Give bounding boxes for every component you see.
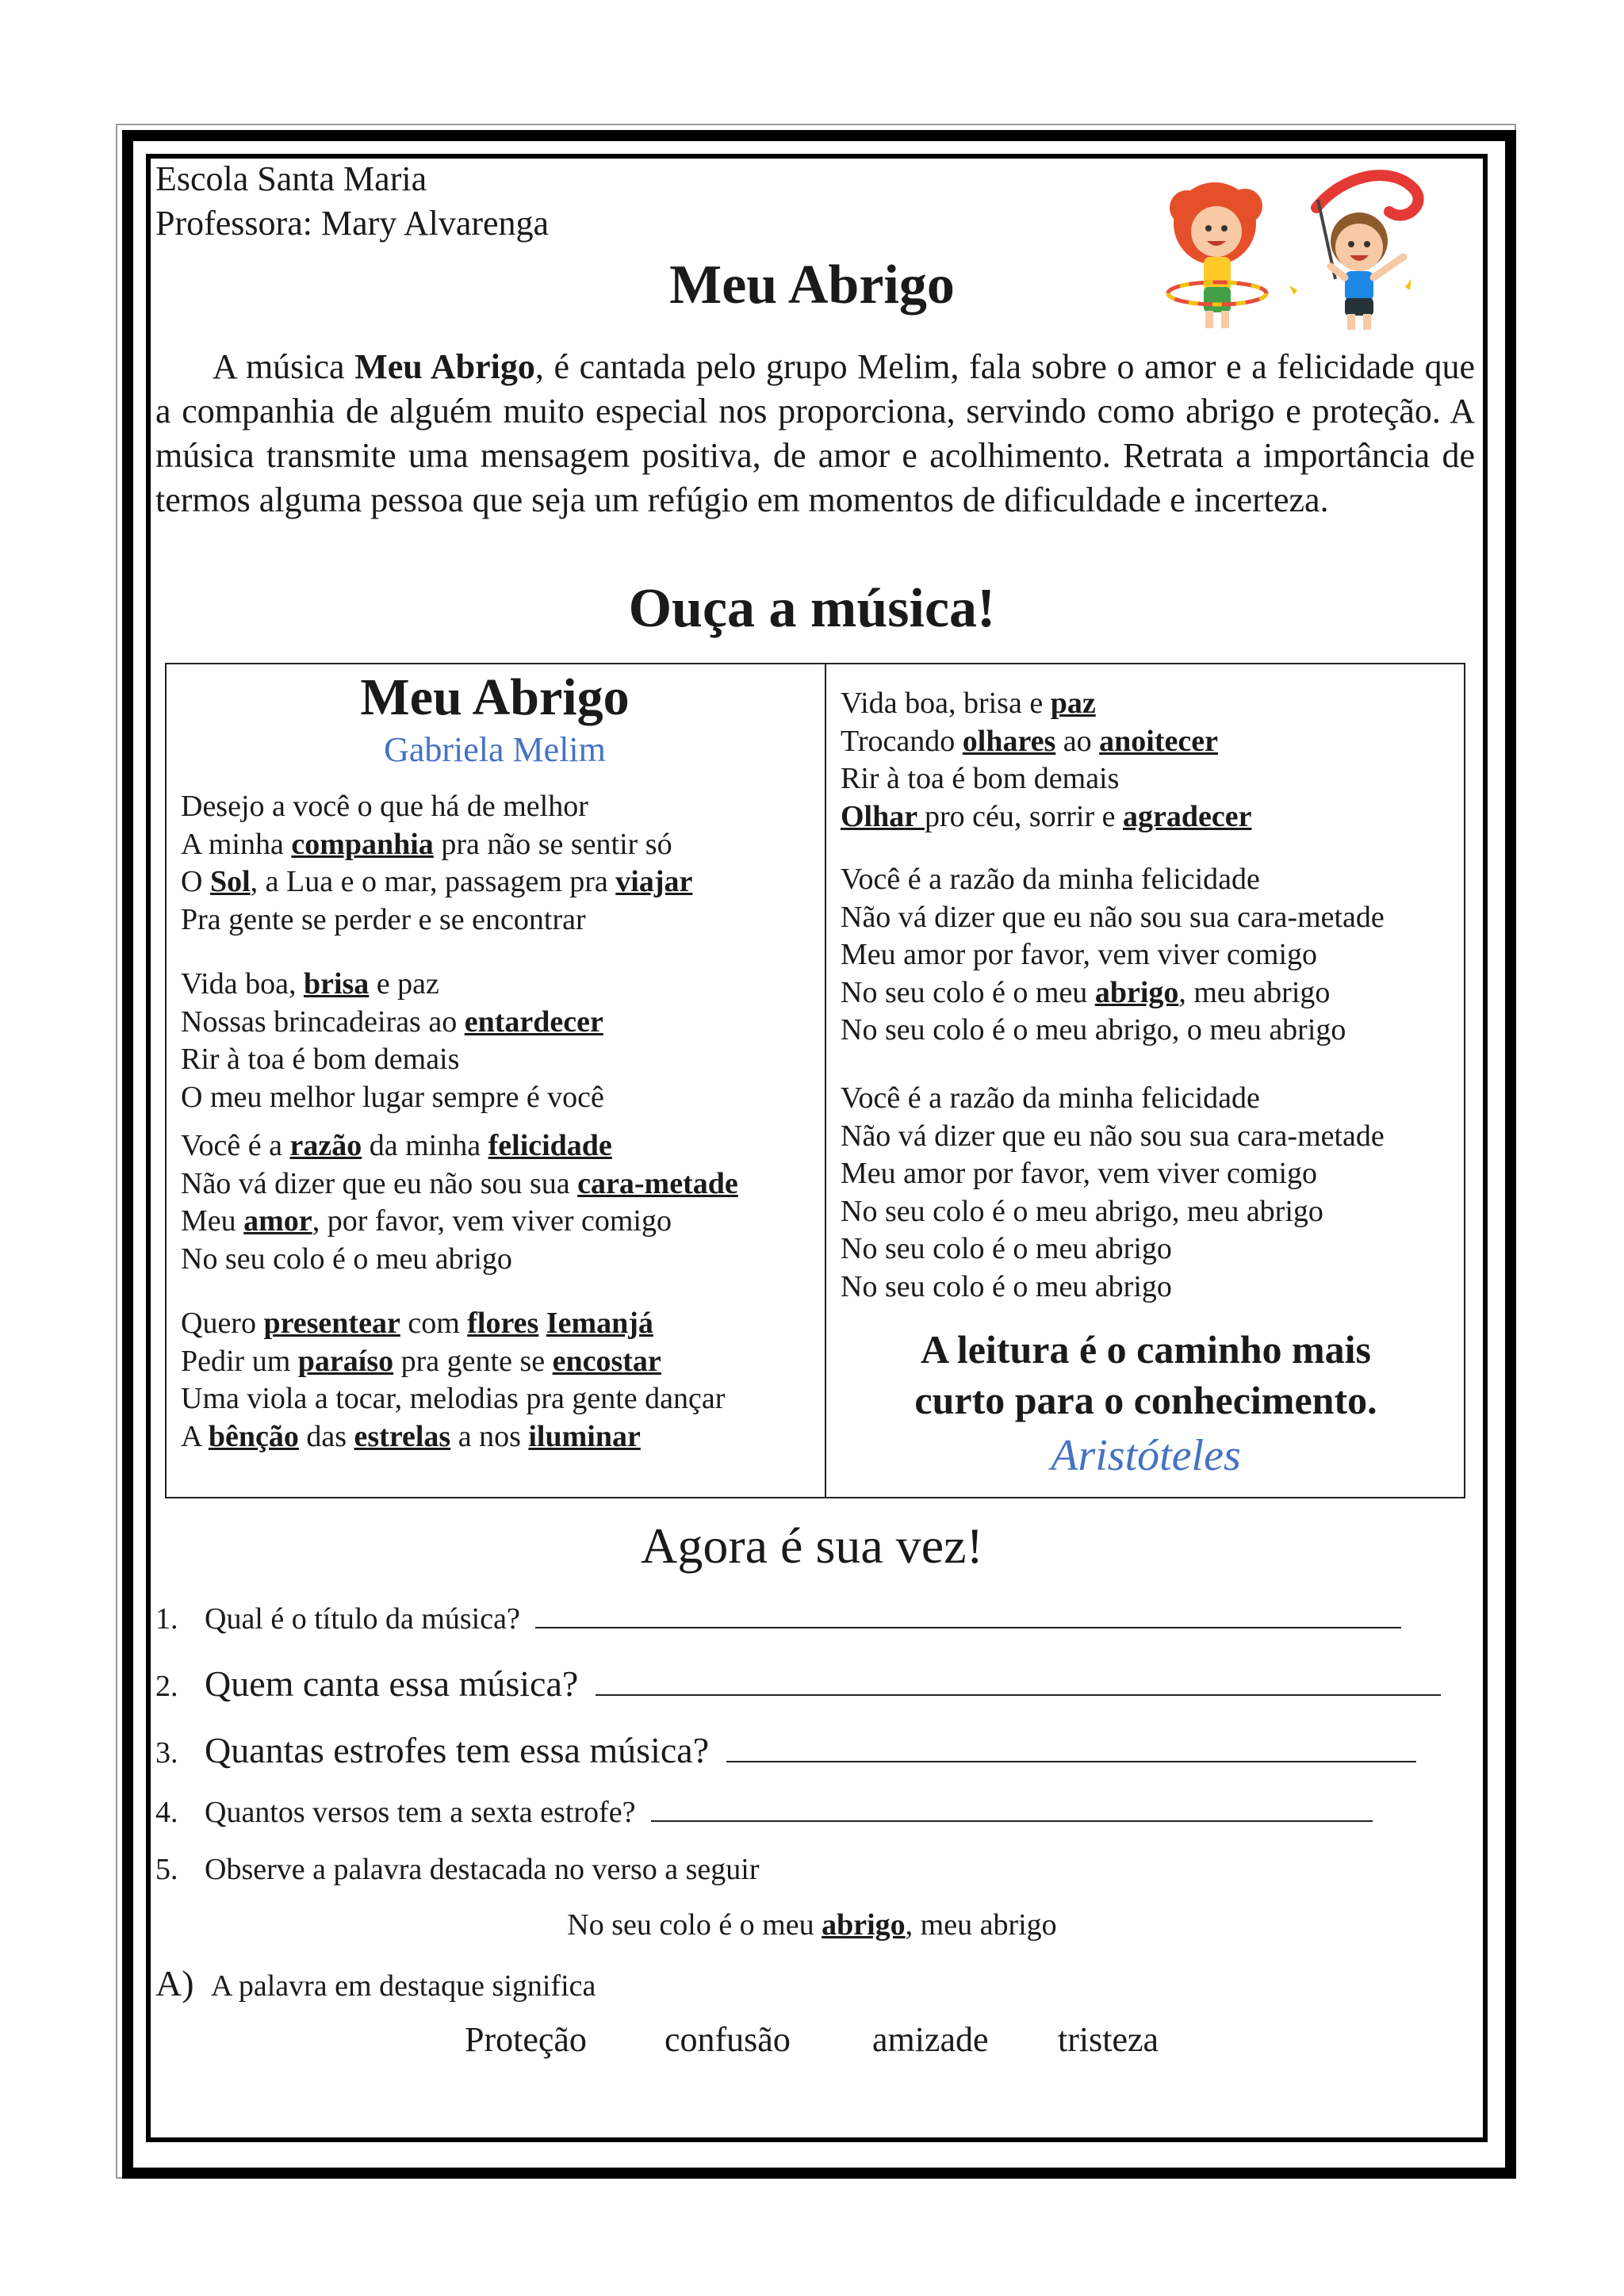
teacher-name: Professora: Mary Alvarenga [155,204,550,243]
question-number: 1. [155,1602,178,1636]
lyric-line [181,863,692,901]
lyric-line [841,899,1385,937]
lyric-line [841,1118,1385,1156]
lyric-line [841,760,1251,798]
lyric-text: , a Lua e o mar, passagem pra [250,865,616,898]
lyric-text: Desejo a você o que há de melhor [181,790,588,823]
lyric-line [181,1079,604,1117]
lyric-text: Meu amor por favor, vem viver comigo [841,938,1318,971]
lyric-text: O meu melhor lugar sempre é você [181,1080,604,1114]
lyric-line [181,1127,738,1165]
lyric-line [841,974,1385,1012]
listen-heading: Ouça a música! [628,578,996,639]
lyric-text: pra não se sentir só [433,827,672,861]
answer-line-3[interactable] [726,1760,1416,1762]
right-stanza-2 [841,861,1385,1050]
lyric-line [181,1305,725,1343]
lyric-line [841,1080,1385,1118]
lyric-text: Rir à toa é bom demais [181,1043,460,1076]
lyric-line [841,1230,1385,1269]
lyric-line [841,798,1251,836]
question-number: 2. [155,1670,178,1703]
song-title: Meu Abrigo [360,668,630,726]
question-number: 4. [155,1796,178,1829]
lyric-text: Vida boa, brisa e [841,687,1051,720]
left-stanza-4 [181,1305,725,1456]
lyric-text: das [298,1419,354,1453]
lyric-text: Não vá dizer que eu não sou sua cara-metade [841,900,1385,934]
answer-line-1[interactable] [535,1626,1401,1628]
lyric-keyword: agradecer [1123,799,1252,833]
verse-before: No seu colo é o meu [567,1908,822,1942]
lyric-keyword: entardecer [464,1004,603,1039]
lyric-line [841,1155,1385,1193]
lyric-text: da minha [362,1129,488,1162]
lyric-line [181,1004,604,1042]
activity-heading: Agora é sua vez! [641,1517,983,1574]
lyric-keyword: viajar [615,865,693,898]
lyric-text: Uma viola a tocar, melodias pra gente dançar [181,1382,726,1415]
quote-line-2: curto para o conhecimento. [914,1378,1377,1422]
answer-line-4[interactable] [651,1820,1373,1822]
school-name: Escola Santa Maria [155,159,427,198]
sub-question-text: A palavra em destaque significa [211,1969,596,2003]
lyric-text: com [400,1307,468,1340]
lyric-text: Nossas brincadeiras ao [181,1004,465,1039]
question-text: Quantos versos tem a sexta estrofe? [205,1796,636,1829]
lyric-text: pro céu, sorrir e [924,799,1123,833]
sub-question-letter: A) [155,1963,194,2003]
question-number: 3. [155,1736,178,1770]
lyric-keyword: Iemanjá [546,1307,653,1340]
lyric-text: pra gente se [393,1344,553,1378]
lyric-keyword: companhia [291,827,434,861]
question-text: Qual é o título da música? [205,1602,520,1636]
lyric-keyword: felicidade [488,1129,612,1162]
lyric-line [841,685,1251,723]
lyric-line [181,966,604,1004]
lyric-line [181,1241,738,1279]
lyric-text: , meu abrigo [1178,975,1331,1009]
lyric-keyword: presentear [263,1307,400,1340]
question-4 [155,1793,1373,1831]
option-tristeza[interactable]: tristeza [1058,2020,1159,2059]
lyric-keyword: paraíso [297,1344,394,1378]
option-protecao[interactable]: Proteção [465,2020,587,2059]
left-stanza-3 [181,1127,738,1278]
lyric-text: Rir à toa é bom demais [841,762,1120,795]
lyric-keyword: flores [467,1307,539,1340]
option-confusao[interactable]: confusão [665,2020,791,2059]
left-stanza-1 [181,788,692,939]
song-artist: Gabriela Melim [384,730,606,769]
lyric-text: No seu colo é o meu abrigo, o meu abrigo [841,1013,1346,1047]
lyric-line [181,1380,725,1418]
lyric-text: No seu colo é o meu abrigo [841,1269,1172,1303]
intro-song-name: Meu Abrigo [354,347,535,386]
lyric-text: No seu colo é o meu abrigo, meu abrigo [841,1194,1323,1228]
lyric-keyword: iluminar [528,1419,641,1453]
page-title: Meu Abrigo [669,254,955,316]
lyric-keyword: estrelas [354,1419,451,1453]
lyric-line [841,936,1385,974]
option-amizade[interactable]: amizade [872,2020,989,2059]
lyric-text: Vida boa, [181,967,304,1001]
intro-text-before: A música [213,347,355,386]
quote-author: Aristóteles [1051,1431,1241,1480]
lyric-text: A [181,1419,209,1453]
lyric-line [181,826,692,864]
lyric-line [841,1269,1385,1307]
lyric-line [181,788,692,826]
lyric-keyword: bênção [208,1419,299,1453]
lyric-line [181,1165,738,1203]
intro-paragraph [155,345,1475,522]
lyric-text: Você é a [181,1129,290,1162]
lyric-line [181,901,692,939]
lyric-text: No seu colo é o meu abrigo [841,1232,1172,1265]
lyric-text: e paz [369,967,439,1001]
quote-line-1: A leitura é o caminho mais [920,1327,1372,1372]
lyric-keyword: Olhar [841,799,925,833]
lyric-text: Não vá dizer que eu não sou sua cara-metade [841,1119,1385,1153]
sub-question-a [155,1961,596,2015]
lyric-text: Pra gente se perder e se encontrar [181,902,586,936]
lyric-keyword: encostar [552,1344,661,1378]
lyric-keyword: anoitecer [1099,724,1218,758]
highlighted-verse [0,1906,1624,1944]
question-5 [155,1850,760,1888]
lyric-text: No seu colo é o meu abrigo [181,1242,512,1276]
left-stanza-2 [181,966,604,1116]
lyric-text: a nos [450,1419,529,1453]
lyric-line [841,723,1251,761]
lyric-keyword: abrigo [1094,975,1179,1009]
lyric-line [181,1418,725,1456]
lyric-keyword: cara-metade [577,1166,738,1200]
lyric-text: Pedir um [181,1344,298,1378]
lyric-line [181,1203,738,1241]
lyric-text: Trocando [841,724,963,758]
question-text: Quem canta essa música? [205,1663,579,1704]
question-1 [155,1600,1401,1638]
lyric-keyword: paz [1050,687,1096,720]
lyric-text: Meu [181,1204,244,1238]
lyric-line [841,1012,1385,1050]
lyric-line [841,861,1385,899]
question-3 [155,1728,1416,1775]
question-number: 5. [155,1853,178,1886]
lyric-text: O [181,865,210,898]
lyric-text: A minha [181,827,292,861]
lyric-line [181,1343,725,1381]
question-text: Quantas estrofes tem essa música? [205,1730,710,1770]
question-2 [155,1662,1441,1709]
lyric-text: , por favor, vem viver comigo [312,1204,672,1238]
lyric-keyword: olhares [962,724,1056,758]
lyric-keyword: amor [243,1204,312,1238]
question-text: Observe a palavra destacada no verso a seguir [205,1853,760,1886]
lyric-line [841,1193,1385,1231]
lyric-text: ao [1055,724,1100,758]
intro-text-after: , é cantada pelo grupo Melim, fala sobre o amor e a felicidade que a companhia de alguém muito especial nos proporciona, servindo como abrigo e proteção. A música transmite uma mensagem positiva, de amor e acolhimento. Retrata a importância de termos alguma pessoa que seja um refúgio em momentos de dificuldade e incerteza. [155,347,1475,519]
answer-line-2[interactable] [596,1693,1441,1696]
verse-after: , meu abrigo [905,1908,1057,1942]
reading-quote [826,1324,1465,1425]
lyric-text: Você é a razão da minha felicidade [841,1081,1260,1115]
lyric-keyword: razão [289,1129,362,1162]
lyric-text [538,1307,546,1340]
lyric-text: Você é a razão da minha felicidade [841,863,1260,896]
lyric-text: Não vá dizer que eu não sou sua [181,1166,578,1200]
lyric-keyword: brisa [303,967,370,1001]
right-stanza-3 [841,1080,1385,1306]
lyric-text: Quero [181,1307,264,1340]
lyric-keyword: Sol [209,865,251,898]
lyric-text: No seu colo é o meu [841,975,1095,1009]
right-stanza-1 [841,685,1251,836]
verse-highlighted-word: abrigo [822,1908,906,1942]
lyric-text: Meu amor por favor, vem viver comigo [841,1157,1318,1190]
lyric-line [181,1041,604,1079]
